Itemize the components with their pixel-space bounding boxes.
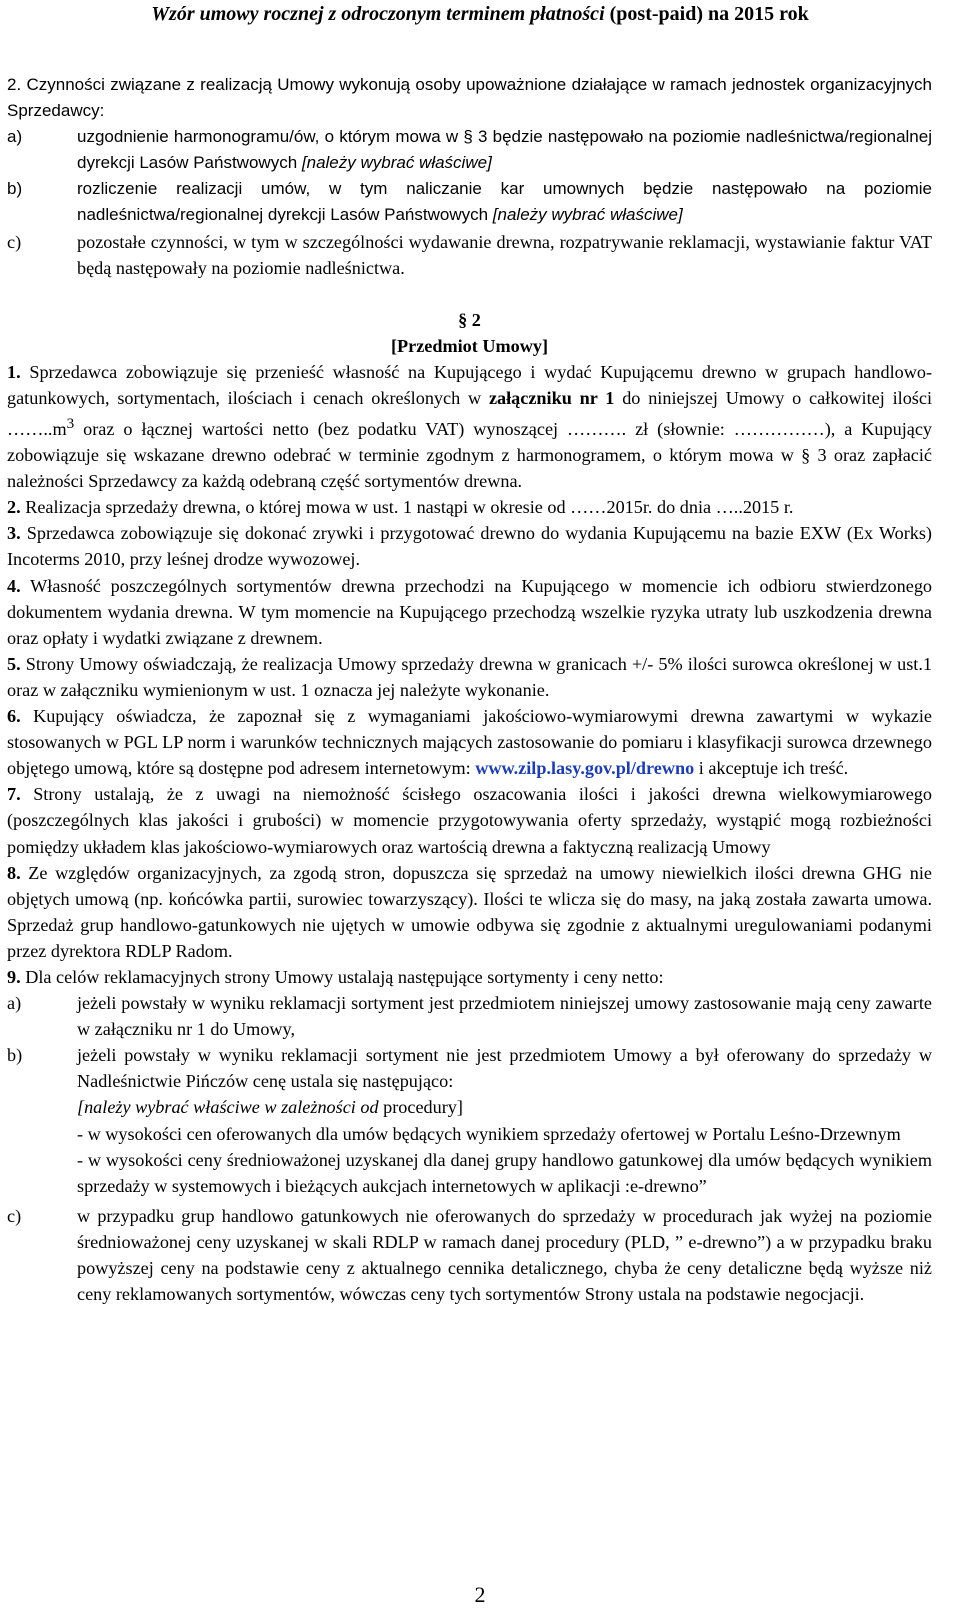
page-number: 2 bbox=[474, 1582, 486, 1607]
item-text bbox=[77, 124, 932, 176]
point-text: Realizacja sprzedaży drewna, o której mowa w ust. 1 nastąpi w okresie od ……2015r. do dnia …..2015 r. bbox=[25, 497, 794, 518]
item-text: jeżeli powstały w wyniku reklamacji sortyment jest przedmiotem niniejszej umowy zastosowanie mają ceny zawarte w załączniku nr 1 do Umowy, bbox=[77, 993, 932, 1040]
section1-item-a bbox=[7, 124, 932, 176]
point-9-item-b bbox=[7, 1042, 932, 1199]
item-label: c) bbox=[7, 1205, 22, 1226]
dash-item-2: - w wysokości ceny średnioważonej uzyskanej dla danej grupy handlowo gatunkowej dla umów będących wynikiem sprzedaży w systemowych i bieżących aukcjach internetowych w aplikacji :e-drewno” bbox=[77, 1149, 932, 1196]
dash-item-1: - w wysokości cen oferowanych dla umów będących wynikiem sprzedaży ofertowej w Portalu Leśno-Drzewnym bbox=[77, 1123, 901, 1144]
point-8 bbox=[7, 860, 932, 964]
header-title-italic: Wzór umowy rocznej z odroczonym terminem płatności bbox=[151, 3, 605, 25]
section1-item-c bbox=[7, 229, 932, 281]
item-note-end: procedury] bbox=[383, 1097, 463, 1118]
point-9-item-a bbox=[7, 990, 932, 1042]
item-label: b) bbox=[7, 1045, 23, 1066]
item-label: a) bbox=[7, 127, 23, 147]
point-number: 3. bbox=[7, 523, 21, 544]
point-1 bbox=[7, 359, 932, 495]
item-text bbox=[77, 176, 932, 228]
point-text: do niniejszej Umowy o całkowitej ilości ……..m bbox=[7, 387, 932, 439]
point-text: Sprzedawca zobowiązuje się przenieść własność na Kupującego i wydać Kupującemu drewno w grupach handlowo-gatunkowych, sortymentach, ilościach i cenach określonych w bbox=[7, 361, 932, 408]
section1-point2-intro: 2. Czynności związane z realizacją Umowy wykonują osoby upoważnione działające w ramach jednostek organizacyjnych Sprzedawcy: bbox=[7, 75, 932, 121]
point-text: oraz o łącznej wartości netto (bez podatku VAT) wynoszącej ………. zł (słownie: ……………), a Kupujący zobowiązuje się wskazane drewno odebrać w terminie zgodnym z harmonogramem, o którym mowa w § 3 oraz zapłacić należności Sprzedawcy za każdą odebraną część sortymentów drewna. bbox=[7, 419, 932, 492]
item-text-main: uzgodnienie harmonogramu/ów, o którym mowa w § 3 będzie następowało na poziomie nadleśnictwa/regionalnej dyrekcji Lasów Państwowych bbox=[77, 127, 932, 173]
point-7 bbox=[7, 781, 932, 859]
document-header bbox=[0, 2, 960, 26]
point-text: Strony Umowy oświadczają, że realizacja Umowy sprzedaży drewna w granicach +/- 5% ilości surowca określonej w ust.1 oraz w załączniku wymienionym w ust. 1 oznacza jej należyte wykonanie. bbox=[7, 653, 933, 700]
item-text-main: jeżeli powstały w wyniku reklamacji sortyment nie jest przedmiotem Umowy a był oferowany do sprzedaży w Nadleśnictwie Pińczów cenę ustala się następująco: bbox=[77, 1045, 932, 1092]
point-number: 9. bbox=[7, 966, 21, 987]
point-2 bbox=[7, 494, 932, 520]
superscript: 3 bbox=[66, 414, 75, 432]
point-number: 8. bbox=[7, 862, 21, 883]
item-note: [należy wybrać właściwe w zależności od bbox=[77, 1097, 379, 1118]
point-9 bbox=[7, 964, 932, 990]
point-number: 6. bbox=[7, 706, 21, 727]
item-text: pozostałe czynności, w tym w szczególności wydawanie drewna, rozpatrywanie reklamacji, wystawianie faktur VAT będą następowały na poziomie nadleśnictwa. bbox=[77, 231, 932, 278]
section1-item-b bbox=[7, 176, 932, 228]
point-text: Ze względów organizacyjnych, za zgodą stron, dopuszcza się sprzedaż na umowy niewielkich ilości drewna GHG nie objętych umową (np. końcówka partii, surowiec towarzyszący). Ilości te wlicza się do masy, na jaką została zawarta umowa. Sprzedaż grup handlowo-gatunkowych nie ujętych w umowie odbywa się zgodnie z aktualnymi uregulowaniami podanymi przez dyrektora RDLP Radom. bbox=[7, 862, 932, 961]
point-text: Sprzedawca zobowiązuje się dokonać zrywki i przygotować drewno do wydania Kupującemu na bazie EXW (Ex Works) Incoterms 2010, przy leśnej drodze wywozowej. bbox=[7, 523, 932, 570]
point-text: Kupujący oświadcza, że zapoznał się z wymaganiami jakościowo-wymiarowymi drewna zawartymi w wykazie stosowanych w PGL LP norm i warunków technicznych mających zastosowanie do pomiaru i klasyfikacji surowca drzewnego objętego umową, które są dostępne pod adresem internetowym: bbox=[7, 706, 933, 779]
point-3 bbox=[7, 520, 932, 572]
header-title-rest: (post-paid) na 2015 rok bbox=[609, 3, 809, 25]
point-bold-text: załączniku nr 1 bbox=[488, 387, 615, 408]
item-note: [należy wybrać właściwe] bbox=[492, 205, 683, 225]
point-number: 2. bbox=[7, 497, 21, 518]
document-body bbox=[7, 72, 932, 1307]
point-number: 5. bbox=[7, 653, 21, 674]
section-title: [Przedmiot Umowy] bbox=[390, 335, 549, 356]
point-number: 1. bbox=[7, 361, 21, 382]
item-text bbox=[77, 1042, 932, 1199]
point-4 bbox=[7, 573, 932, 651]
point-5 bbox=[7, 651, 932, 703]
item-text: w przypadku grup handlowo gatunkowych nie oferowanych do sprzedaży w procedurach jak wyżej na poziomie średnioważonej ceny uzyskanej w skali RDLP w ramach danej procedury (PLD, ” e-drewno”) a w przypadku braku powyższej ceny na podstawie ceny z aktualnego cennika detalicznego, chyba że ceny detaliczne będą wyższe niż ceny reklamowanych sortymentów, wówczas ceny tych sortymentów Strony ustala na podstawie negocjacji. bbox=[77, 1205, 932, 1305]
point-text: Dla celów reklamacyjnych strony Umowy ustalają następujące sortymenty i ceny netto: bbox=[25, 966, 664, 987]
paragraph-sign: § 2 bbox=[458, 309, 481, 330]
drewno-link[interactable]: www.zilp.lasy.gov.pl/drewno bbox=[475, 758, 695, 779]
item-text-main: rozliczenie realizacji umów, w tym naliczanie kar umownych będzie następowało na poziomie nadleśnictwa/regionalnej dyrekcji Lasów Państwowych bbox=[77, 179, 932, 225]
item-label: b) bbox=[7, 179, 23, 199]
point-number: 4. bbox=[7, 575, 21, 596]
point-text: Strony ustalają, że z uwagi na niemożność ścisłego oszacowania ilości i jakości drewna wielkowymiarowego (poszczególnych klas jakości i grubości) w momencie przygotowywania oferty sprzedaży, wystąpić mogą rozbieżności pomiędzy układem klas jakościowo-wymiarowych oraz wartością drewna a faktyczną realizacją Umowy bbox=[7, 784, 932, 857]
point-number: 7. bbox=[7, 784, 21, 805]
item-label: c) bbox=[7, 231, 22, 252]
item-note: [należy wybrać właściwe] bbox=[301, 153, 492, 173]
point-text: i akceptuje ich treść. bbox=[698, 758, 849, 779]
section-heading bbox=[7, 307, 932, 359]
point-9-item-c bbox=[7, 1203, 932, 1307]
point-text: Własność poszczególnych sortymentów drewna przechodzi na Kupującego w momencie ich odbioru stwierdzonego dokumentem wydania drewna. W tym momencie na Kupującego przechodzą wszelkie ryzyka utraty lub uszkodzenia drewna oraz opłaty i wydatki związane z drewnem. bbox=[7, 575, 933, 648]
point-6 bbox=[7, 703, 932, 781]
item-label: a) bbox=[7, 993, 22, 1014]
